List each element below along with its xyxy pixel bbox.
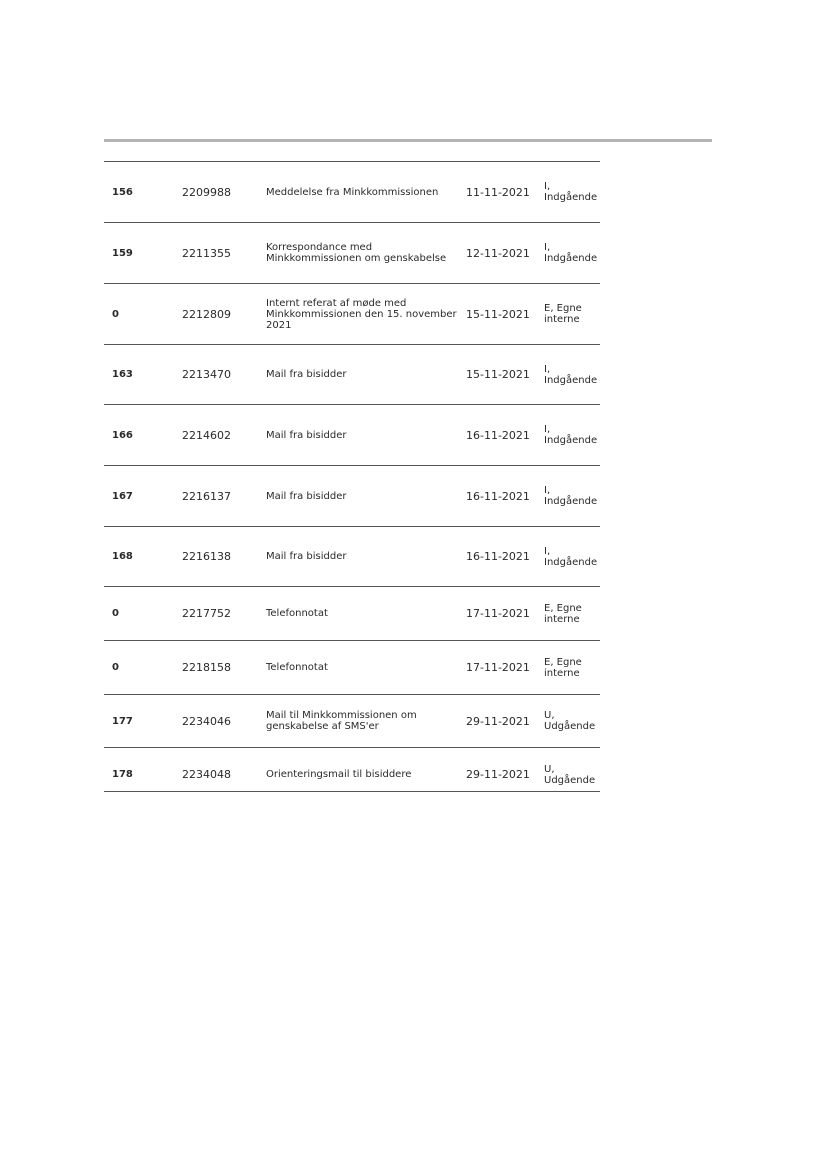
doc-date: 17-11-2021 (466, 607, 530, 620)
doc-title: Mail fra bisidder (266, 490, 347, 502)
doc-type: I, Indgående (544, 545, 598, 568)
doc-number: 0 (112, 308, 119, 320)
doc-date: 11-11-2021 (466, 185, 530, 199)
doc-number: 178 (112, 769, 133, 780)
doc-type: E, Egne interne (544, 656, 582, 679)
doc-id: 2216138 (182, 550, 231, 563)
doc-number: 159 (112, 247, 133, 259)
doc-id: 2209988 (182, 185, 231, 199)
doc-date: 16-11-2021 (466, 550, 530, 563)
doc-type: I, Indgående (544, 424, 598, 446)
doc-title: Internt referat af møde med Minkkommissionen den 15. november 2021 (266, 297, 457, 331)
doc-date: 16-11-2021 (466, 489, 530, 503)
document-list-table (104, 161, 600, 801)
doc-title: Korrespondance med Minkkommissionen om genskabelse (266, 242, 447, 264)
table-row (104, 344, 600, 404)
doc-title: Mail fra bisidder (266, 551, 347, 562)
doc-number: 166 (112, 429, 133, 441)
doc-id: 2213470 (182, 368, 231, 381)
doc-date: 16-11-2021 (466, 428, 530, 442)
table-row (104, 747, 600, 801)
doc-title: Orienteringsmail til bisiddere (266, 769, 412, 780)
doc-type: I, Indgående (544, 181, 598, 203)
doc-id: 2218158 (182, 661, 231, 674)
table-row (104, 465, 600, 526)
doc-number: 168 (112, 551, 133, 562)
doc-date: 17-11-2021 (466, 661, 530, 674)
top-divider (104, 139, 712, 142)
doc-number: 156 (112, 186, 133, 198)
doc-title: Telefonnotat (266, 662, 328, 673)
doc-title: Mail til Minkkommissionen om genskabelse af SMS'er (266, 710, 417, 732)
doc-id: 2234048 (182, 768, 231, 781)
doc-type: I, Indgående (544, 363, 598, 386)
doc-type: U, Udgående (544, 763, 596, 786)
table-row (104, 161, 600, 222)
doc-number: 167 (112, 490, 133, 502)
doc-id: 2212809 (182, 307, 231, 321)
doc-date: 29-11-2021 (466, 768, 530, 781)
doc-type: E, Egne interne (544, 303, 582, 325)
table-row (104, 283, 600, 344)
table-row (104, 586, 600, 640)
doc-title: Meddelelse fra Minkkommissionen (266, 186, 439, 198)
doc-title: Mail fra bisidder (266, 369, 347, 380)
table-row (104, 694, 600, 747)
doc-title: Telefonnotat (266, 608, 328, 619)
table-row (104, 404, 600, 465)
doc-type: I, Indgående (544, 242, 598, 264)
table-row (104, 222, 600, 283)
table-row (104, 640, 600, 694)
table-row (104, 526, 600, 586)
doc-id: 2211355 (182, 246, 231, 260)
doc-type: E, Egne interne (544, 602, 582, 625)
bottom-divider (104, 791, 600, 792)
doc-date: 12-11-2021 (466, 246, 530, 260)
doc-type: U, Udgående (544, 710, 596, 732)
doc-id: 2214602 (182, 428, 231, 442)
doc-number: 163 (112, 369, 133, 380)
doc-id: 2234046 (182, 714, 231, 728)
doc-date: 15-11-2021 (466, 368, 530, 381)
doc-id: 2216137 (182, 489, 231, 503)
doc-title: Mail fra bisidder (266, 429, 347, 441)
doc-id: 2217752 (182, 607, 231, 620)
doc-date: 29-11-2021 (466, 714, 530, 728)
doc-number: 0 (112, 662, 119, 673)
doc-type: I, Indgående (544, 485, 598, 507)
doc-date: 15-11-2021 (466, 307, 530, 321)
doc-number: 0 (112, 608, 119, 619)
doc-number: 177 (112, 715, 133, 727)
